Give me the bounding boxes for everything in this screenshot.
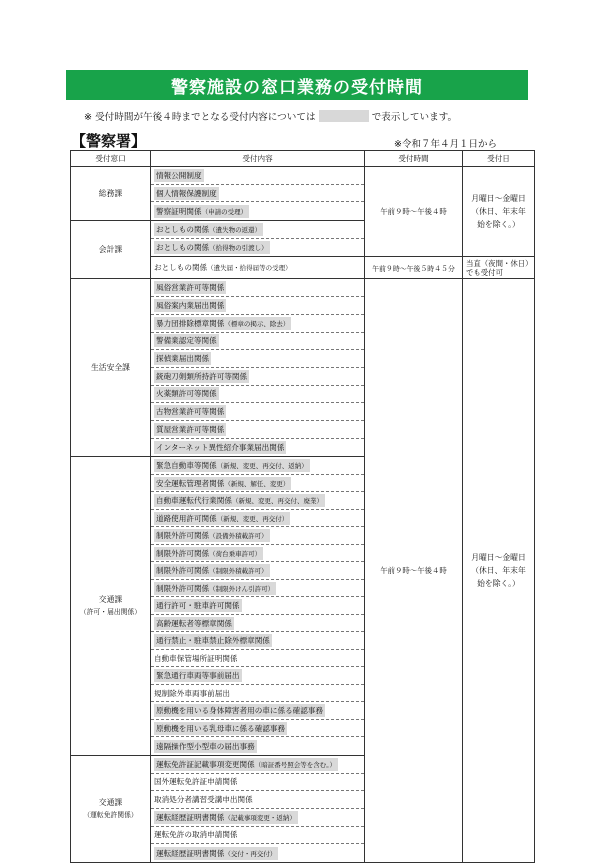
- list-item: 運転免許の取消申請関係: [151, 827, 364, 845]
- list-item: [151, 737, 364, 755]
- days-group-2: 月曜日～金曜日 （休日、年末年 始を除く。）: [463, 279, 535, 863]
- list-item: [151, 632, 364, 650]
- list-item: 国外運転免許証申請関係: [151, 774, 364, 792]
- list-item: [151, 315, 364, 333]
- list-item: [151, 844, 364, 862]
- window-general-affairs: 総務課: [71, 167, 151, 221]
- days-group-1: 月曜日～金曜日 （休日、年末年 始を除く。）: [463, 167, 535, 257]
- item-highlight: 緊急通行車両等事前届出: [156, 671, 240, 681]
- items-lost-reports: [151, 257, 365, 279]
- list-item: [151, 756, 364, 774]
- hours-group-2: 午前９時～午後４時: [365, 279, 463, 863]
- list-item: [151, 279, 364, 297]
- list-item: [151, 403, 364, 421]
- table-header-row: [71, 151, 535, 167]
- item-highlight: 自動車運転代行業関係（新規、変更、再交付、廃業）: [156, 496, 323, 506]
- days-lost-reports: 当直（夜間・休日）でも受付可: [463, 257, 535, 279]
- window-life-safety: 生活安全課: [71, 279, 151, 457]
- item-highlight: 質屋営業許可等関係: [156, 424, 225, 434]
- window-traffic-permits-label: 交通課: [98, 595, 123, 605]
- item-highlight: 運転免許証記載事項変更関係（暗証番号照会等を含む。）: [156, 759, 336, 769]
- header-days: 受付日: [463, 151, 535, 167]
- item-highlight: 制限外許可関係（制限外積載許可）: [156, 566, 268, 576]
- item-highlight: おとしもの関係（遺失物の返還）: [156, 224, 262, 234]
- item-highlight: 古物営業許可等関係: [156, 407, 225, 417]
- list-item: [151, 492, 364, 510]
- item-highlight: 情報公開制度: [156, 170, 202, 180]
- items-general-affairs: [151, 167, 365, 221]
- items-traffic-permits: [151, 457, 365, 756]
- list-item: 規制除外車両事前届出: [151, 685, 364, 703]
- list-item: [151, 457, 364, 475]
- item-highlight: インターネット異性紹介事業届出関係: [156, 442, 285, 452]
- item-highlight: 制限外許可関係（荷台乗車許可）: [156, 548, 262, 558]
- item-highlight: 通行許可・駐車許可関係: [156, 601, 240, 611]
- item-highlight: 緊急自動車等関係（新規、変更、再交付、返納）: [156, 461, 308, 471]
- item-highlight: 制限外許可関係（制限外けん引許可）: [156, 583, 275, 593]
- list-item: [151, 333, 364, 351]
- items-accounting: [151, 221, 365, 257]
- highlight-swatch: [319, 110, 369, 122]
- item-highlight: 遠隔操作型小型車の届出事務: [156, 741, 255, 751]
- window-traffic-license: [71, 755, 151, 862]
- list-item: 自動車保管場所証明関係: [151, 650, 364, 668]
- item-highlight: 警察証明関係（申請の受理）: [156, 206, 248, 216]
- station-title: 【警察署】: [71, 132, 147, 150]
- list-item: [151, 421, 364, 439]
- reception-hours-table: [70, 150, 535, 863]
- table-row-general-affairs: [71, 167, 535, 221]
- item-highlight: 風俗案内業届出関係: [156, 300, 225, 310]
- header-window: 受付窓口: [71, 151, 151, 167]
- item-highlight: 暴力団排除標章関係（標章の掲示、除去）: [156, 318, 290, 328]
- item-highlight: 通行禁止・駐車禁止除外標章関係: [156, 636, 270, 646]
- list-item: [151, 167, 364, 185]
- header-content: 受付内容: [151, 151, 365, 167]
- list-item: [151, 702, 364, 720]
- items-traffic-license: [151, 755, 365, 862]
- page-banner: [66, 70, 528, 100]
- list-item: [151, 475, 364, 493]
- notice-prefix: ※ 受付時間が午後４時までとなる受付内容については: [84, 112, 316, 123]
- list-item: [151, 527, 364, 545]
- list-item: [151, 350, 364, 368]
- items-life-safety: [151, 279, 365, 457]
- window-traffic-license-sub: （運転免許関係）: [83, 810, 138, 819]
- item-highlight: 個人情報保護制度: [156, 188, 217, 198]
- list-item: [151, 386, 364, 404]
- list-item: おとしもの関係 （遺失届・拾得届等の受理）: [154, 263, 292, 273]
- item-highlight: 警備業認定等関係: [156, 336, 217, 346]
- item-highlight: 運転経歴証明書関係（記載事項変更・返納）: [156, 812, 296, 822]
- list-item: 取消処分者講習受講申出関係: [151, 791, 364, 809]
- list-item: [151, 580, 364, 598]
- item-highlight: 安全運転管理者関係（新規、解任、変更）: [156, 478, 290, 488]
- item-highlight: おとしもの関係（拾得物の引渡し）: [156, 243, 268, 253]
- list-item: [151, 439, 364, 457]
- notice-suffix: で表示しています。: [371, 112, 458, 123]
- list-item: [151, 221, 364, 239]
- item-highlight: 運転経歴証明書関係（交付・再交付）: [156, 848, 277, 858]
- item-highlight: 銃砲刀剣類所持許可等関係: [156, 371, 248, 381]
- list-item: [151, 667, 364, 685]
- notice-line: [84, 109, 457, 123]
- item-highlight: 風俗営業許可等関係: [156, 283, 225, 293]
- list-item: [151, 239, 364, 257]
- item-highlight: 探偵業届出関係: [156, 354, 210, 364]
- list-item: [151, 368, 364, 386]
- list-item: [151, 510, 364, 528]
- item-highlight: 火薬類許可等関係: [156, 389, 217, 399]
- list-item: [151, 720, 364, 738]
- list-item: [151, 297, 364, 315]
- window-accounting: 会計課: [71, 221, 151, 279]
- list-item: [151, 545, 364, 563]
- item-highlight: 道路使用許可関係（新規、変更、再交付）: [156, 513, 289, 523]
- hours-lost-reports: 午前９時～午後５時４５分: [365, 257, 463, 279]
- effective-date: ※令和７年４月１日から: [394, 139, 497, 150]
- item-highlight: 原動機を用いる乳母車に係る確認事務: [156, 723, 286, 733]
- list-item: [151, 615, 364, 633]
- window-traffic-permits-sub: （許可・届出関係）: [79, 608, 142, 617]
- item-highlight: 制限外許可関係（設備外積載許可）: [156, 531, 268, 541]
- window-traffic-license-label: 交通課: [98, 798, 123, 808]
- banner-title: 警察施設の窓口業務の受付時間: [171, 77, 423, 98]
- item-highlight: 高齢運転者等標章関係: [156, 618, 232, 628]
- window-traffic-permits: [71, 457, 151, 756]
- list-item: [151, 185, 364, 203]
- header-hours: 受付時間: [365, 151, 463, 167]
- list-item: [151, 202, 364, 220]
- table-row-life-safety: [71, 279, 535, 457]
- item-highlight: 原動機を用いる身体障害者用の車に係る確認事務: [156, 706, 324, 716]
- list-item: [151, 562, 364, 580]
- hours-group-1: 午前９時～午後４時: [365, 167, 463, 257]
- list-item: [151, 597, 364, 615]
- list-item: [151, 809, 364, 827]
